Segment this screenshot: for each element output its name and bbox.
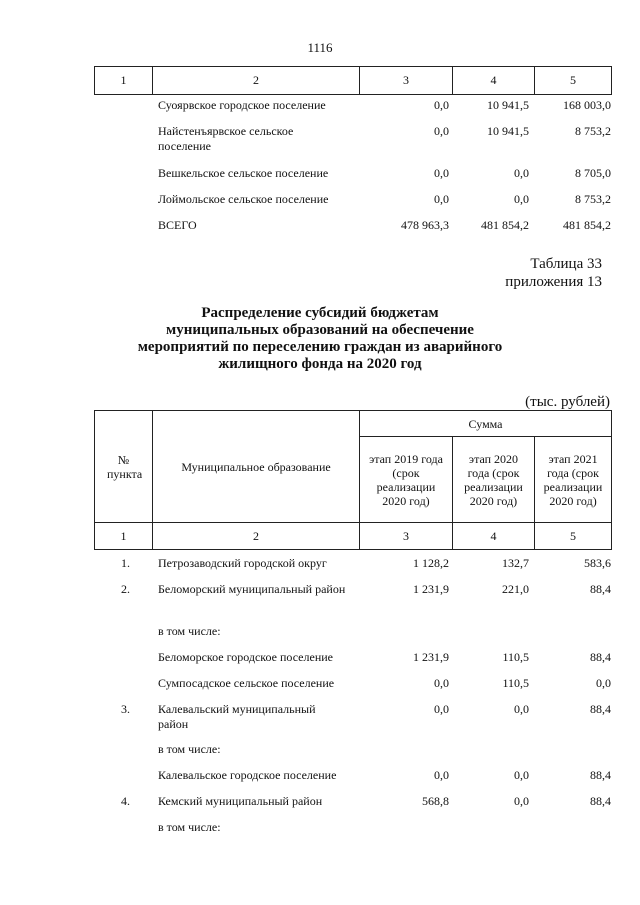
units-label: (тыс. рублей) <box>525 394 610 410</box>
row-value-stage-2021: 88,4 <box>590 650 611 664</box>
row-value-stage-2019: 0,0 <box>434 124 449 138</box>
row-value-stage-2020: 10 941,5 <box>487 98 529 112</box>
row-value-stage-2019: 0,0 <box>434 768 449 782</box>
col-index-4: 4 <box>453 67 535 95</box>
row-value-stage-2020: 0,0 <box>514 768 529 782</box>
row-value-stage-2020: 0,0 <box>514 794 529 808</box>
header-stage-2019: этап 2019 года (срок реализации 2020 год) <box>360 437 453 523</box>
row-value-stage-2021: 168 003,0 <box>563 98 611 112</box>
row-name: Калевальский муниципальный район <box>158 702 316 731</box>
row-name: Сумпосадское сельское поселение <box>158 676 335 690</box>
table1-body <box>94 98 611 238</box>
row-value-stage-2020: 481 854,2 <box>481 218 529 232</box>
row-value-stage-2021: 481 854,2 <box>563 218 611 232</box>
title-line: муниципальных образований на обеспечение <box>166 322 474 338</box>
table1-column-index <box>94 66 612 95</box>
row-number: 3. <box>121 702 130 716</box>
appendix-label: приложения 13 <box>505 274 602 290</box>
col-index-5: 5 <box>535 67 612 95</box>
row-name: Лоймольское сельское поселение <box>158 192 329 206</box>
row-value-stage-2020: 221,0 <box>502 582 529 596</box>
row-value-stage-2020: 110,5 <box>502 676 529 690</box>
row-name: в том числе: <box>158 624 221 638</box>
row-value-stage-2019: 1 128,2 <box>413 556 449 570</box>
header-stage-2020: этап 2020 года (срок реализации 2020 год) <box>453 437 535 523</box>
document-title <box>0 305 640 373</box>
header-sum: Сумма <box>360 411 612 437</box>
row-value-stage-2019: 1 231,9 <box>413 650 449 664</box>
col-index-4: 4 <box>453 523 535 550</box>
row-value-stage-2021: 8 753,2 <box>575 192 611 206</box>
row-value-stage-2021: 88,4 <box>590 768 611 782</box>
row-value-stage-2021: 0,0 <box>596 676 611 690</box>
table-label: Таблица 33 <box>530 256 602 272</box>
row-value-stage-2020: 110,5 <box>502 650 529 664</box>
row-value-stage-2021: 8 753,2 <box>575 124 611 138</box>
title-line: жилищного фонда на 2020 год <box>218 356 422 372</box>
row-name: Найстенъярвское сельское поселение <box>158 124 294 153</box>
title-line: Распределение субсидий бюджетам <box>201 305 439 321</box>
col-index-2: 2 <box>153 523 360 550</box>
page-number: 1116 <box>307 40 333 55</box>
col-index-1: 1 <box>95 523 153 550</box>
row-value-stage-2020: 0,0 <box>514 192 529 206</box>
row-name: в том числе: <box>158 742 221 756</box>
row-value-stage-2021: 88,4 <box>590 702 611 716</box>
table2-body <box>94 556 611 836</box>
row-value-stage-2019: 1 231,9 <box>413 582 449 596</box>
col-index-2: 2 <box>153 67 360 95</box>
row-value-stage-2020: 132,7 <box>502 556 529 570</box>
col-index-1: 1 <box>95 67 153 95</box>
row-name: Кемский муниципальный район <box>158 794 323 808</box>
row-value-stage-2020: 0,0 <box>514 702 529 716</box>
row-name: Суоярвское городское поселение <box>158 98 326 112</box>
row-value-stage-2020: 10 941,5 <box>487 124 529 138</box>
col-index-3: 3 <box>360 67 453 95</box>
row-value-stage-2020: 0,0 <box>514 166 529 180</box>
row-value-stage-2019: 0,0 <box>434 166 449 180</box>
row-value-stage-2019: 0,0 <box>434 676 449 690</box>
row-name: Петрозаводский городской округ <box>158 556 327 570</box>
table2-header <box>94 410 612 550</box>
row-value-stage-2021: 88,4 <box>590 794 611 808</box>
header-municipality: Муниципальное образование <box>153 411 360 523</box>
row-value-stage-2019: 0,0 <box>434 98 449 112</box>
title-line: мероприятий по переселению граждан из аварийного <box>137 339 503 355</box>
row-value-stage-2021: 8 705,0 <box>575 166 611 180</box>
row-name: Калевальское городское поселение <box>158 768 337 782</box>
row-value-stage-2021: 583,6 <box>584 556 611 570</box>
header-stage-2021: этап 2021 года (срок реализации 2020 год) <box>535 437 612 523</box>
row-value-stage-2021: 88,4 <box>590 582 611 596</box>
row-value-stage-2019: 478 963,3 <box>401 218 449 232</box>
row-number: 2. <box>121 582 130 596</box>
row-name: Беломорский муниципальный район <box>158 582 346 596</box>
row-name: Вешкельское сельское поселение <box>158 166 329 180</box>
col-index-5: 5 <box>535 523 612 550</box>
row-name: ВСЕГО <box>158 218 197 232</box>
row-number: 4. <box>121 794 130 808</box>
header-item-number: № пункта <box>95 411 153 523</box>
row-value-stage-2019: 0,0 <box>434 192 449 206</box>
col-index-3: 3 <box>360 523 453 550</box>
row-value-stage-2019: 568,8 <box>422 794 449 808</box>
row-name: Беломорское городское поселение <box>158 650 333 664</box>
row-number: 1. <box>121 556 130 570</box>
row-name: в том числе: <box>158 820 221 834</box>
row-value-stage-2019: 0,0 <box>434 702 449 716</box>
